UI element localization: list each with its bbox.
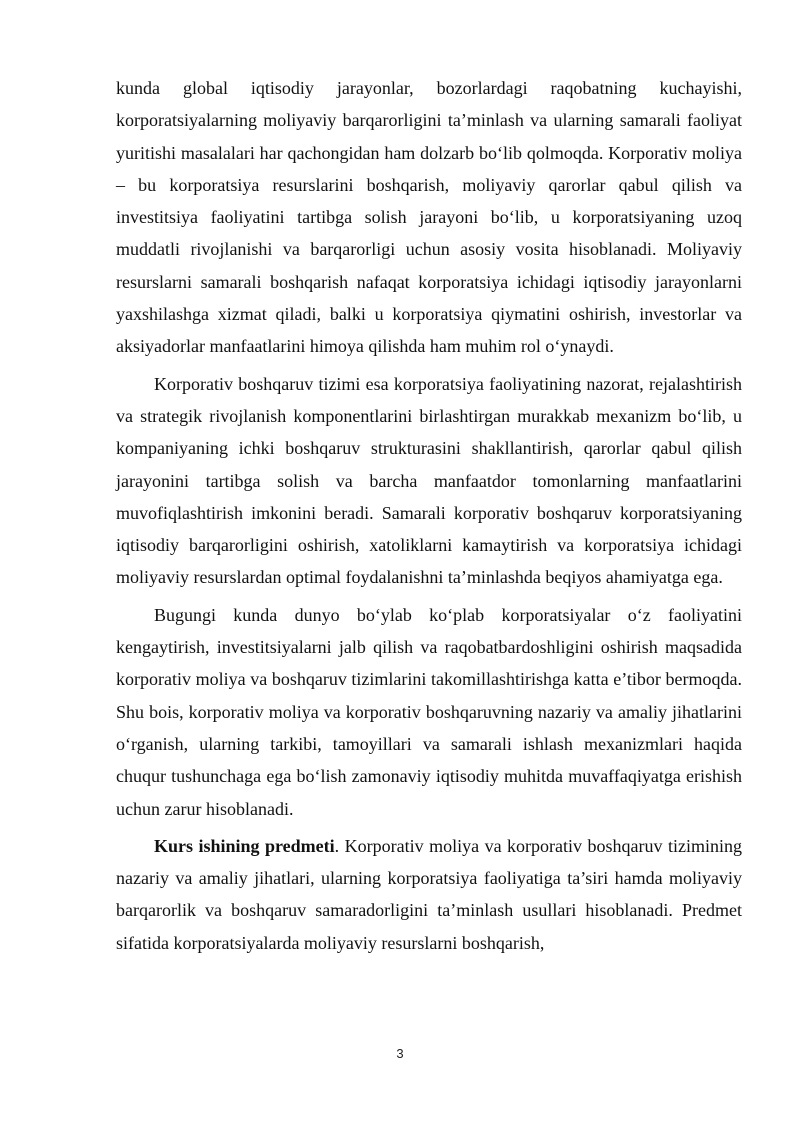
course-subject-text: . Korporativ moliya va korporativ boshqaruv tizimining nazariy va amaliy jihatlari, ularning korporatsiya faoliyatiga ta’siri hamda moliyaviy barqarorlik va boshqaruv samaradorligini ta’minlash usullari hisoblanadi. Predmet sifatida korporatsiyalarda moliyaviy resurslarni boshqarish,	[116, 835, 742, 953]
paragraph-intro-continuation: kunda global iqtisodiy jarayonlar, bozorlardagi raqobatning kuchayishi, korporatsiyalarning moliyaviy barqarorligini ta’minlash va ularning samarali faoliyat yuritishi masalalari har qachongidan ham dolzarb bo‘lib qolmoqda. Korporativ moliya – bu korporatsiya resurslarini boshqarish, moliyaviy qarorlar qabul qilish va investitsiya faoliyatini tartibga solish jarayoni bo‘lib, u korporatsiyaning uzoq muddatli rivojlanishi va barqarorligi uchun asosiy vosita hisoblanadi. Moliyaviy resurslarni samarali boshqarish nafaqat korporatsiya ichidagi iqtisodiy jarayonlarni yaxshilashga xizmat qiladi, balki u korporatsiya qiymatini oshirish, investorlar va aksiyadorlar manfaatlarini himoya qilishda ham muhim rol o‘ynaydi.	[116, 78, 742, 357]
paragraph-course-subject	[116, 830, 742, 959]
page-number: 3	[396, 1046, 404, 1061]
body-text	[116, 72, 742, 964]
course-subject-heading: Kurs ishining predmeti	[154, 835, 335, 856]
paragraph-corporate-governance: Korporativ boshqaruv tizimi esa korporatsiya faoliyatining nazorat, rejalashtirish va strategik rivojlanish komponentlarini birlashtirgan murakkab mexanizm bo‘lib, u kompaniyaning ichki boshqaruv strukturasini shakllantirish, qarorlar qabul qilish jarayonini tartibga solish va barcha manfaatdor tomonlarning manfaatlarini muvofiqlashtirish imkonini beradi. Samarali korporativ boshqaruv korporatsiyaning iqtisodiy barqarorligini oshirish, xatoliklarni kamaytirish va korporatsiya ichidagi moliyaviy resurslardan optimal foydalanishni ta’minlashda beqiyos ahamiyatga ega.	[116, 373, 742, 588]
paragraph-today: Bugungi kunda dunyo bo‘ylab ko‘plab korporatsiyalar o‘z faoliyatini kengaytirish, investitsiyalarni jalb qilish va raqobatbardoshligini oshirish maqsadida korporativ moliya va boshqaruv tizimlarini takomillashtirishga katta e’tibor bermoqda. Shu bois, korporativ moliya va korporativ boshqaruvning nazariy va amaliy jihatlarini o‘rganish, ularning tarkibi, tamoyillari va samarali ishlash mexanizmlari haqida chuqur tushunchaga ega bo‘lish zamonaviy iqtisodiy muhitda muvaffaqiyatga erishish uchun zarur hisoblanadi.	[116, 604, 742, 819]
